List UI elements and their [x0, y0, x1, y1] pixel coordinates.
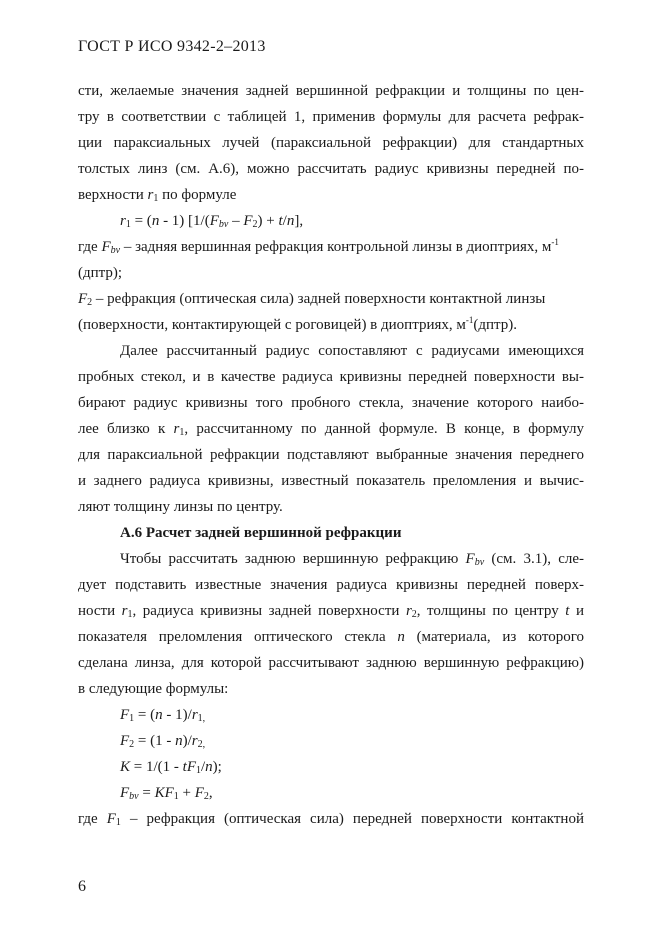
formula-k: $K = 1/(1 - tF_1/n)$;: [120, 759, 222, 776]
definition-fbv: где $F_{bv}$ – задняя вершинная рефракция контрольной линзы в диоптриях, $м^{-1}$: [78, 237, 559, 256]
text-line: пробных стекол, и в качестве радиуса кривизны передней поверхности вы-: [78, 369, 584, 385]
text-line: для параксиальной рефракции подставляют выбранные значения переднего: [78, 447, 584, 463]
text-line: бирают радиус кривизны того пробного стекла, значение которого наибо-: [78, 395, 584, 411]
text-line: ности $r_1$, радиуса кривизны задней поверхности $r_2$, толщины по центру t и: [78, 603, 584, 620]
text-line: показателя преломления оптического стекла n (материала, из которого: [78, 629, 584, 645]
definition-f2: $F_2$ – рефракция (оптическая сила) задней поверхности контактной линзы: [78, 291, 546, 308]
text-line: Чтобы рассчитать заднюю вершинную рефракцию $F_{bv}$ (см. 3.1), сле-: [120, 551, 585, 568]
text-line: в следующие формулы:: [78, 681, 229, 697]
page-number: 6: [78, 878, 86, 895]
formula-f1: $F_1 = (n - 1)/r_{1,}$: [120, 707, 206, 724]
formula-f2: $F_2 = (1 - n)/r_{2,}$: [120, 733, 206, 750]
formula-radius: $r_1 = (n - 1)$ $[1/(F_{bv} - F_2) + t/n]$,: [120, 213, 304, 230]
text-line: дует подставить известные значения радиуса кривизны передней поверх-: [78, 577, 584, 593]
definition-f1: где $F_1$ – рефракция (оптическая сила) передней поверхности контактной: [78, 811, 584, 828]
text-line: и заднего радиуса кривизны, известный показатель преломления и вычис-: [78, 473, 584, 489]
text-line: тру в соответствии с таблицей 1, применив формулы для расчета рефрак-: [78, 109, 584, 125]
formula-fbv: $F_{bv} = KF_1 + F_2$,: [120, 785, 213, 802]
section-heading: А.6 Расчет задней вершинной рефракции: [120, 525, 402, 541]
text-line: (поверхности, контактирующей с роговицей) в диоптриях, $м^{-1}(дптр)$.: [78, 315, 518, 333]
text-line: верхности $r_1$ по формуле: [78, 187, 237, 204]
text-line: толстых линз (см. А.6), можно рассчитать радиус кривизны передней по-: [78, 161, 584, 177]
text-line: сделана линза, для которой рассчитывают заднюю вершинную рефракцию): [78, 655, 584, 671]
text-line: лее близко к $r_1$, рассчитанному по данной формуле. В конце, в формулу: [78, 421, 584, 438]
text-line: Далее рассчитанный радиус сопоставляют с радиусами имеющихся: [120, 343, 584, 359]
text-line: (дптр);: [78, 265, 123, 281]
document-header: ГОСТ Р ИСО 9342-2–2013: [78, 38, 266, 55]
text-line: ции параксиальных лучей (параксиальной рефракции) для стандартных: [78, 135, 584, 151]
text-line: сти, желаемые значения задней вершинной рефракции и толщины по цен-: [78, 83, 584, 99]
text-line: ляют толщину линзы по центру.: [78, 499, 283, 515]
body-text: [78, 78, 584, 832]
